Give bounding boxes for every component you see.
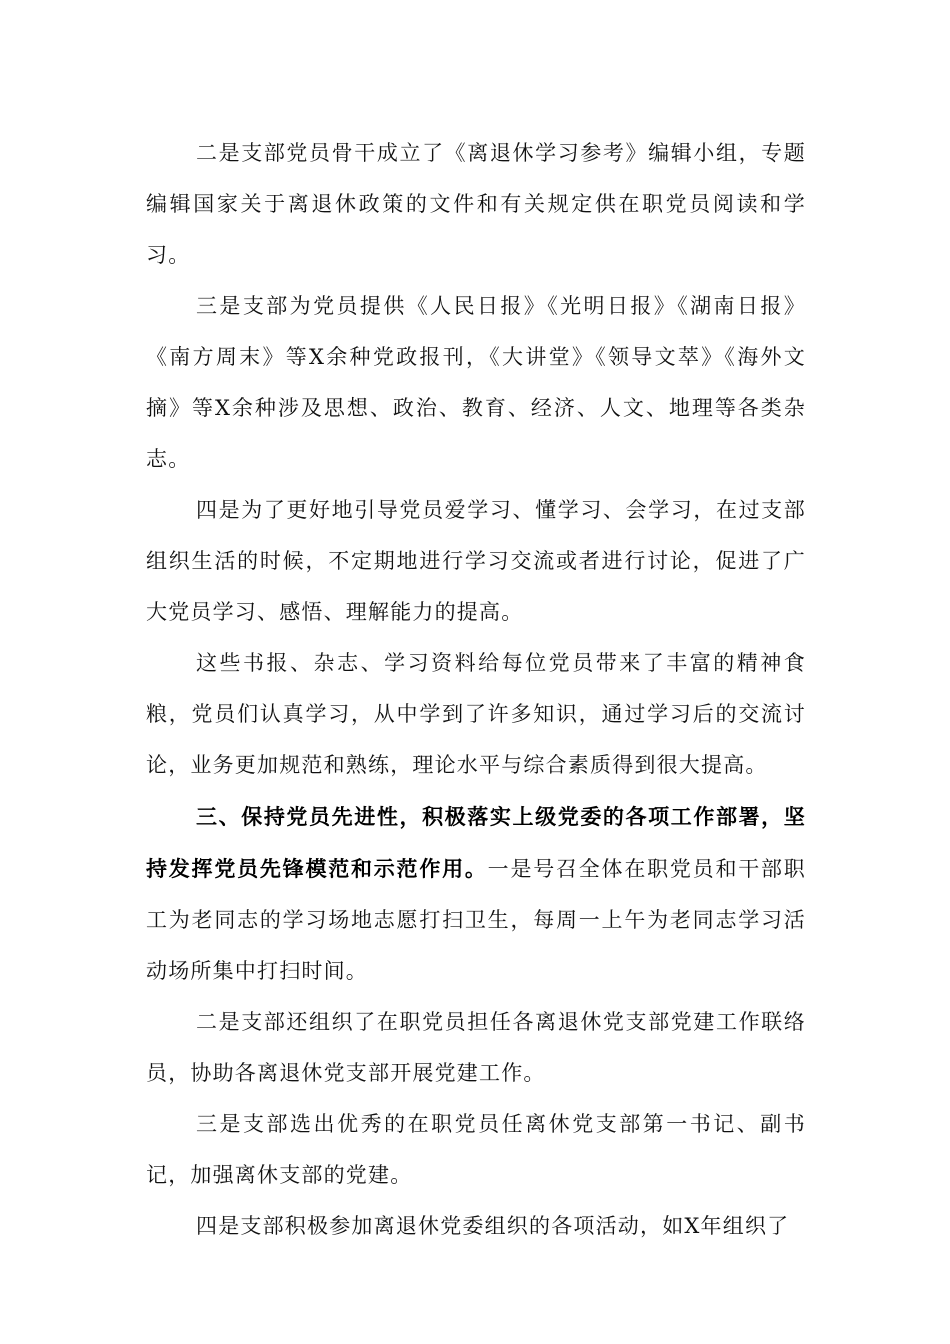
paragraph-8	[146, 1201, 806, 1252]
paragraph-text: 一是号召全体在职党员和干部职工为老同志的学习场地志愿打扫卫生，每周一上午为老同志学习活动场所集中打扫时间。	[146, 857, 806, 983]
paragraph-2	[146, 281, 806, 485]
document-body	[146, 128, 806, 1252]
paragraph-7	[146, 1099, 806, 1201]
paragraph-1	[146, 128, 806, 281]
paragraph-4	[146, 638, 806, 791]
paragraph-6	[146, 997, 806, 1099]
paragraph-text: 这些书报、杂志、学习资料给每位党员带来了丰富的精神食粮，党员们认真学习，从中学到了许多知识，通过学习后的交流讨论，业务更加规范和熟练，理论水平与综合素质得到很大提高。	[146, 651, 806, 777]
paragraph-text: 四是为了更好地引导党员爱学习、懂学习、会学习，在过支部组织生活的时候，不定期地进行学习交流或者进行讨论，促进了广大党员学习、感悟、理解能力的提高。	[146, 498, 806, 624]
paragraph-text: 二是支部还组织了在职党员担任各离退休党支部党建工作联络员，协助各离退休党支部开展党建工作。	[146, 1010, 806, 1085]
paragraph-text: 二是支部党员骨干成立了《离退休学习参考》编辑小组，专题编辑国家关于离退休政策的文件和有关规定供在职党员阅读和学习。	[146, 141, 806, 267]
paragraph-5	[146, 791, 806, 997]
paragraph-text: 四是支部积极参加离退休党委组织的各项活动，如X年组织了	[196, 1214, 790, 1238]
paragraph-3	[146, 485, 806, 638]
paragraph-text: 三是支部选出优秀的在职党员任离休党支部第一书记、副书记，加强离休支部的党建。	[146, 1112, 806, 1187]
section-heading: 三、保持党员先进性，积极落实上级党委的各项工作部署，坚持发挥党员先锋模范和示范作用。	[146, 804, 806, 881]
paragraph-text: 三是支部为党员提供《人民日报》《光明日报》《湖南日报》《南方周末》等X余种党政报刊，《大讲堂》《领导文萃》《海外文摘》等X余种涉及思想、政治、教育、经济、人文、地理等各类杂志。	[146, 294, 806, 471]
